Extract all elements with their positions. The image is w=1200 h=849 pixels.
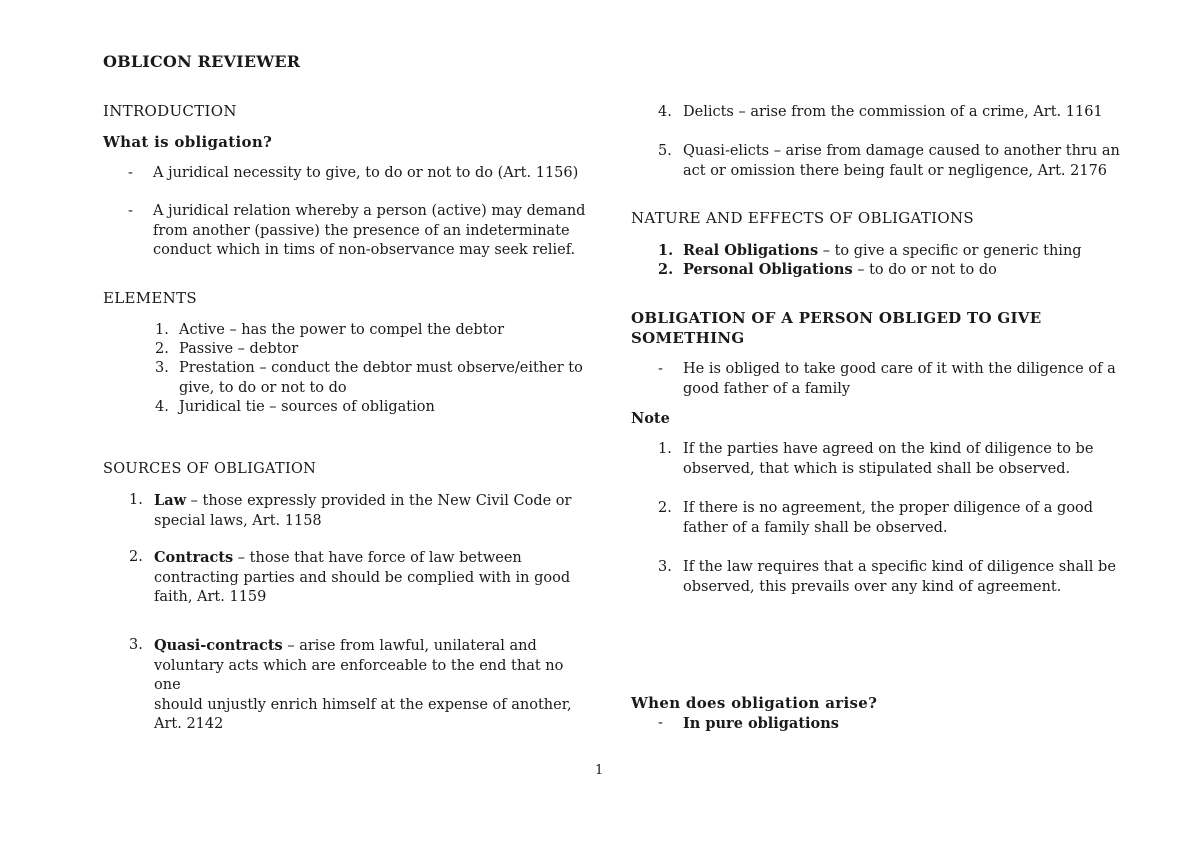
element-line: Passive – debtor (179, 341, 299, 357)
source-term: Quasi-contracts (154, 637, 283, 654)
nature-term: Real Obligations (683, 242, 819, 259)
what-is-obligation-heading: What is obligation? (103, 133, 273, 151)
definition-line: conduct which in tims of non-observance may seek relief. (153, 242, 576, 258)
list-number: 2. (129, 549, 143, 565)
source-line: – those that have force of law between (233, 550, 522, 566)
element-line: Juridical tie – sources of obligation (179, 399, 435, 415)
page-number: 1 (595, 763, 604, 778)
when-heading: When does obligation arise? (631, 694, 878, 712)
source-line: – arise from lawful, unilateral and (282, 638, 537, 654)
source-line: special laws, Art. 1158 (154, 512, 322, 529)
heading-line: SOMETHING (631, 328, 745, 347)
list-number: 2. (658, 261, 674, 278)
list-number: 5. (658, 143, 672, 159)
list-number: 2. (155, 341, 169, 357)
list-number: 2. (658, 500, 672, 516)
note-line: If the law requires that a specific kind of diligence shall be (683, 559, 1116, 575)
note-line: observed, that which is stipulated shall be observed. (683, 460, 1071, 477)
list-number: 3. (658, 559, 672, 575)
note-line: observed, this prevails over any kind of agreement. (683, 578, 1062, 595)
section-nature-heading: NATURE AND EFFECTS OF OBLIGATIONS (631, 209, 974, 227)
source-line: Art. 2142 (154, 716, 224, 732)
source-line: act or omission there being fault or negligence, Art. 2176 (683, 162, 1108, 179)
nature-line: – to do or not to do (852, 262, 997, 278)
dash-marker: - (658, 361, 663, 377)
list-number: 1. (129, 492, 143, 508)
list-number: 1. (658, 242, 674, 259)
list-number: 1. (155, 322, 169, 338)
list-number: 3. (129, 637, 143, 653)
source-line: Delicts – arise from the commission of a crime, Art. 1161 (683, 104, 1103, 120)
source-line: – those expressly provided in the New Civil Code or (186, 493, 572, 509)
obliged-line: good father of a family (683, 380, 851, 397)
dash-marker: - (658, 715, 663, 731)
nature-line: – to give a specific or generic thing (818, 243, 1082, 259)
source-line: Quasi-elicts – arise from damage caused to another thru an (683, 143, 1120, 159)
source-line: should unjustly enrich himself at the expense of another, (154, 696, 572, 713)
note-heading: Note (631, 410, 670, 427)
list-number: 4. (155, 399, 169, 415)
note-line: father of a family shall be observed. (683, 519, 948, 536)
note-line: If there is no agreement, the proper diligence of a good (683, 500, 1094, 516)
document-title: OBLICON REVIEWER (103, 52, 301, 71)
element-line: give, to do or not to do (179, 379, 347, 396)
source-line: voluntary acts which are enforceable to the end that no one (154, 657, 564, 693)
source-line: faith, Art. 1159 (154, 589, 267, 605)
source-line: contracting parties and should be complied with in good (154, 569, 571, 586)
definition-line: A juridical necessity to give, to do or not to do (Art. 1156) (153, 165, 579, 181)
list-number: 4. (658, 104, 672, 120)
obliged-line: He is obliged to take good care of it with the diligence of a (683, 361, 1116, 377)
element-line: Prestation – conduct the debtor must observe/either to (179, 360, 583, 376)
section-sources-heading: SOURCES OF OBLIGATION (103, 461, 317, 477)
list-number: 3. (155, 360, 169, 376)
section-elements-heading: ELEMENTS (103, 289, 197, 307)
nature-term: Personal Obligations (683, 261, 853, 278)
heading-line: OBLIGATION OF A PERSON OBLIGED TO GIVE (631, 309, 1042, 327)
source-term: Contracts (154, 549, 234, 566)
note-line: If the parties have agreed on the kind of diligence to be (683, 441, 1094, 457)
section-obliged-heading (631, 309, 1041, 348)
definition-line: A juridical relation whereby a person (active) may demand (153, 203, 586, 219)
dash-marker: - (128, 203, 133, 219)
definition-line: from another (passive) the presence of an indeterminate (153, 222, 570, 239)
source-term: Law (154, 492, 187, 509)
element-line: Active – has the power to compel the debtor (179, 322, 505, 338)
dash-marker: - (128, 165, 133, 181)
section-introduction-heading: INTRODUCTION (103, 102, 237, 120)
when-item-text: In pure obligations (683, 715, 839, 732)
list-number: 1. (658, 441, 672, 457)
